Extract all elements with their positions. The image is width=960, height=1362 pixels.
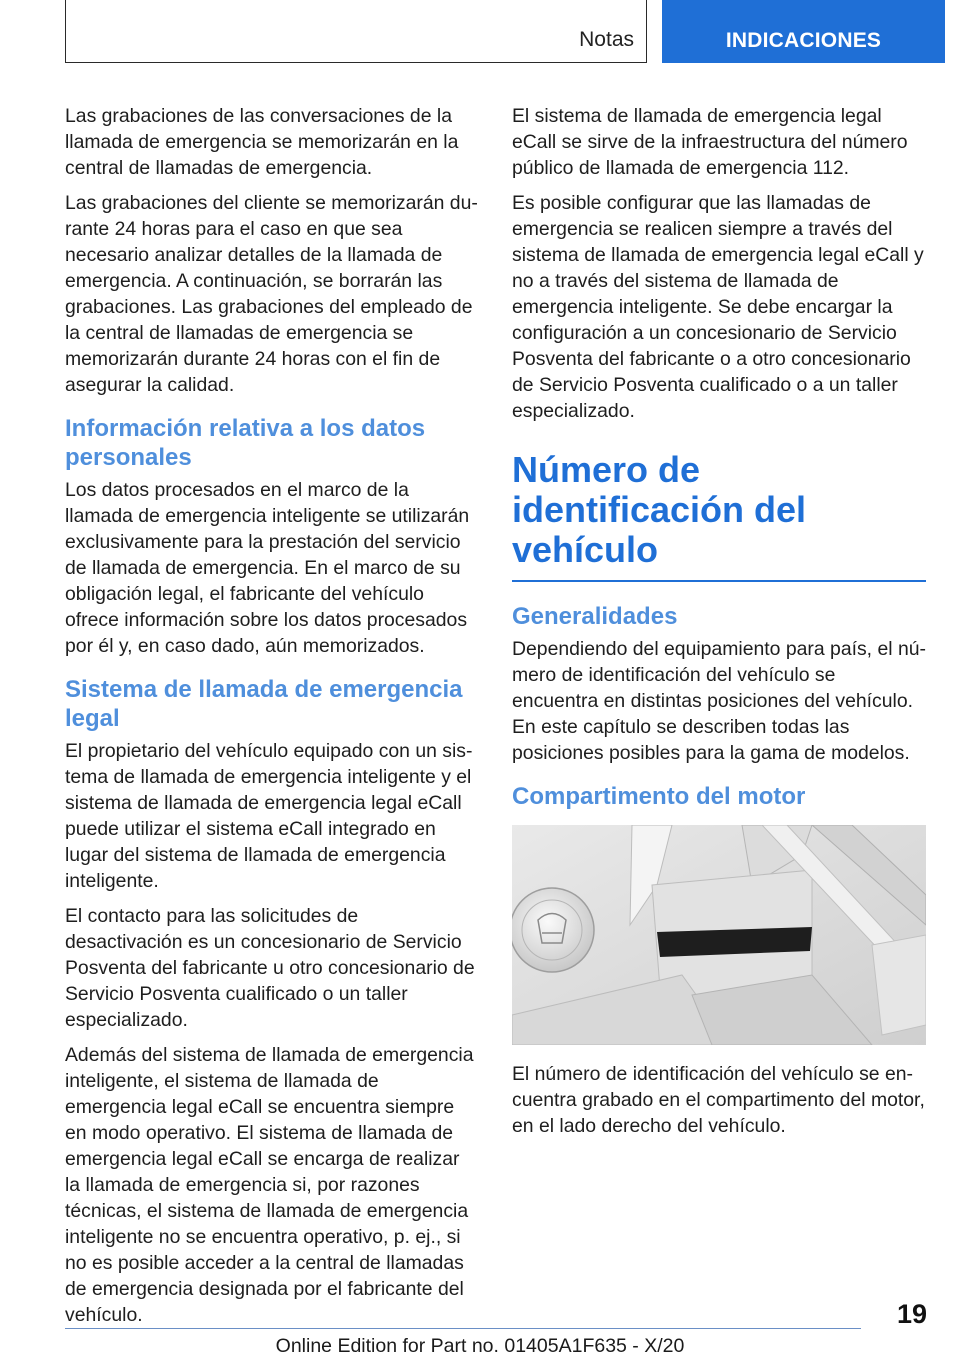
paragraph: El número de identificación del vehículo se encuentra grabado en el compartimento del motor, en el lado derecho del vehículo. <box>512 1063 925 1137</box>
paragraph: El sistema de llamada de emergencia legal eCall se sirve de la infraestructura del número público de llamada de emergencia 112. <box>512 105 908 179</box>
section-heading-general: Generalidades <box>512 603 678 630</box>
footer-edition: Online Edition for Part no. 01405A1F635 - X/20 <box>275 1335 685 1357</box>
paragraph: Las grabaciones de las conversaciones de la llamada de emergencia se memorizarán en la central de llamadas de emergencia. <box>65 105 459 179</box>
paragraph: Es posible configurar que las llamadas de emergencia se realicen siempre a través del sistema de llamada de emergencia legal eCall y no a través del sistema de llamada de emergencia inteligente. Se debe encargar la configuración a un concesionario de Servicio Posventa del fabricante o a otro concesionario de Servicio Posventa cualificado o a un taller especializado. <box>512 192 924 422</box>
paragraph: Dependiendo del equipamiento para país, el número de identificación del vehículo se encuentra en distintas posiciones del vehículo. En este capítulo se describen todas las posiciones posibles para la gama de modelos. <box>512 638 926 764</box>
footer-divider <box>65 1328 861 1329</box>
header-chapter-tab: INDICACIONES <box>662 0 945 63</box>
header-section-title: Notas <box>579 28 634 51</box>
header-frame <box>65 0 647 63</box>
paragraph: El propietario del vehículo equipado con un sistema de llamada de emergencia inteligente y el sistema de llamada de emergencia legal eCall puede utilizar el sistema eCall integrado en lugar del sistema de llamada de emergencia inteligente. <box>65 740 473 892</box>
section-heading-engine-compartment: Compartimento del motor <box>512 783 806 810</box>
page-number: 19 <box>896 1299 927 1329</box>
paragraph: Las grabaciones del cliente se memorizarán durante 24 horas para el caso en que sea necesario analizar detalles de la llamada de emergencia. A continuación, se borrarán las grabaciones. Las grabaciones del empleado de la central de llamadas de emergencia se memorizarán durante 24 horas con el fin de asegurar la calidad. <box>65 192 478 396</box>
paragraph: Los datos procesados en el marco de la llamada de emergencia inteligente se utilizarán exclusivamente para la prestación del servicio de llamada de emergencia. En el marco de su obligación legal, el fabricante del vehículo ofrece información sobre los datos procesados por él y, en caso dado, aún memorizados. <box>65 479 470 657</box>
section-heading-legal-ecall: Sistema de llamada de emergencia legal <box>65 676 463 732</box>
chapter-heading-vin: Número de identificación del vehículo <box>512 450 926 582</box>
engine-compartment-illustration <box>512 825 926 1045</box>
section-heading-personal-data: Información relativa a los datos personales <box>65 415 426 471</box>
paragraph: El contacto para las solicitudes de desactivación es un concesionario de Servicio Posventa del fabricante u otro concesionario de Servicio Posventa cualificado o un taller especializado. <box>65 905 475 1031</box>
paragraph: Además del sistema de llamada de emergencia inteligente, el sistema de llamada de emergencia legal eCall se encuentra siempre en modo operativo. El sistema de llamada de emergencia legal eCall se encarga de realizar la llamada de emergencia si, por razones técnicas, el sistema de llamada de emergencia inteligente no se encuentra operativo, p. ej., si no es posible acceder a la central de llamadas de emergencia designada por el fabricante del vehículo. <box>65 1044 474 1326</box>
left-column <box>65 103 479 1337</box>
right-column <box>512 103 926 1148</box>
